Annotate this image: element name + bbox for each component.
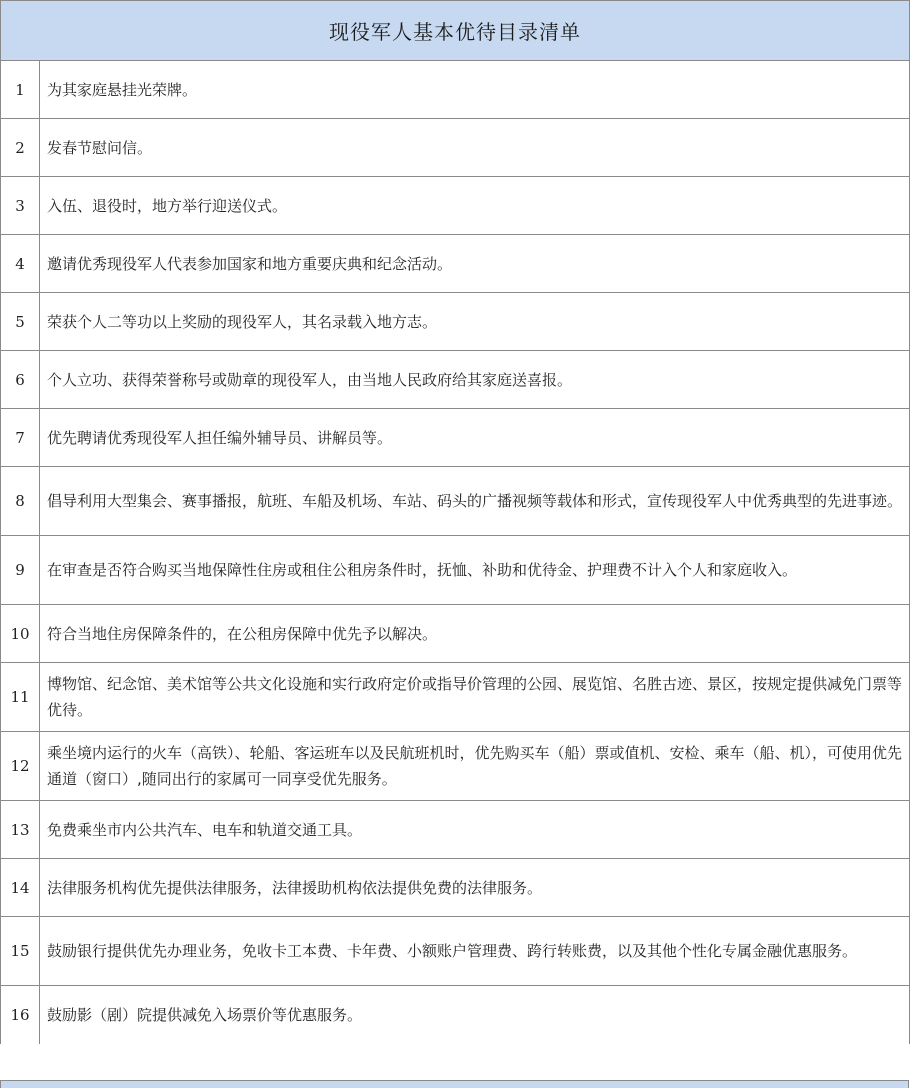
table-row	[1, 177, 910, 235]
table-row	[1, 986, 910, 1045]
row-text: 免费乘坐市内公共汽车、电车和轨道交通工具。	[40, 801, 910, 859]
table-row	[1, 605, 910, 663]
table-row	[1, 801, 910, 859]
row-number: 8	[1, 467, 40, 536]
row-number: 7	[1, 409, 40, 467]
table-row	[1, 917, 910, 986]
row-number: 14	[1, 859, 40, 917]
row-number: 9	[1, 536, 40, 605]
table-row	[1, 467, 910, 536]
table-row	[1, 351, 910, 409]
row-text: 鼓励影（剧）院提供减免入场票价等优惠服务。	[40, 986, 910, 1045]
row-number: 2	[1, 119, 40, 177]
row-text: 个人立功、获得荣誉称号或勋章的现役军人，由当地人民政府给其家庭送喜报。	[40, 351, 910, 409]
row-text: 在审查是否符合购买当地保障性住房或租住公租房条件时，抚恤、补助和优待金、护理费不计入个人和家庭收入。	[40, 536, 910, 605]
row-number: 1	[1, 61, 40, 119]
table-row	[1, 293, 910, 351]
table-row	[1, 61, 910, 119]
row-text: 法律服务机构优先提供法律服务，法律援助机构依法提供免费的法律服务。	[40, 859, 910, 917]
row-number: 3	[1, 177, 40, 235]
row-number: 13	[1, 801, 40, 859]
row-number: 16	[1, 986, 40, 1045]
table-footer-strip	[0, 1080, 909, 1088]
row-text: 符合当地住房保障条件的，在公租房保障中优先予以解决。	[40, 605, 910, 663]
row-number: 5	[1, 293, 40, 351]
row-text: 荣获个人二等功以上奖励的现役军人，其名录载入地方志。	[40, 293, 910, 351]
row-text: 博物馆、纪念馆、美术馆等公共文化设施和实行政府定价或指导价管理的公园、展览馆、名胜古迹、景区，按规定提供减免门票等优待。	[40, 663, 910, 732]
row-text: 鼓励银行提供优先办理业务，免收卡工本费、卡年费、小额账户管理费、跨行转账费，以及其他个性化专属金融优惠服务。	[40, 917, 910, 986]
table-row	[1, 732, 910, 801]
row-number: 12	[1, 732, 40, 801]
row-text: 邀请优秀现役军人代表参加国家和地方重要庆典和纪念活动。	[40, 235, 910, 293]
table-row	[1, 409, 910, 467]
table-row	[1, 859, 910, 917]
row-number: 11	[1, 663, 40, 732]
row-text: 为其家庭悬挂光荣牌。	[40, 61, 910, 119]
row-number: 10	[1, 605, 40, 663]
row-number: 15	[1, 917, 40, 986]
table-title: 现役军人基本优待目录清单	[1, 1, 910, 61]
row-number: 4	[1, 235, 40, 293]
table-row	[1, 119, 910, 177]
row-number: 6	[1, 351, 40, 409]
row-text: 乘坐境内运行的火车（高铁）、轮船、客运班车以及民航班机时，优先购买车（船）票或值机、安检、乘车（船、机），可使用优先通道（窗口）,随同出行的家属可一同享受优先服务。	[40, 732, 910, 801]
table-row	[1, 663, 910, 732]
row-text: 发春节慰问信。	[40, 119, 910, 177]
row-text: 优先聘请优秀现役军人担任编外辅导员、讲解员等。	[40, 409, 910, 467]
row-text: 倡导利用大型集会、赛事播报，航班、车船及机场、车站、码头的广播视频等载体和形式，宣传现役军人中优秀典型的先进事迹。	[40, 467, 910, 536]
row-text: 入伍、退役时，地方举行迎送仪式。	[40, 177, 910, 235]
table-row	[1, 235, 910, 293]
table-row	[1, 536, 910, 605]
